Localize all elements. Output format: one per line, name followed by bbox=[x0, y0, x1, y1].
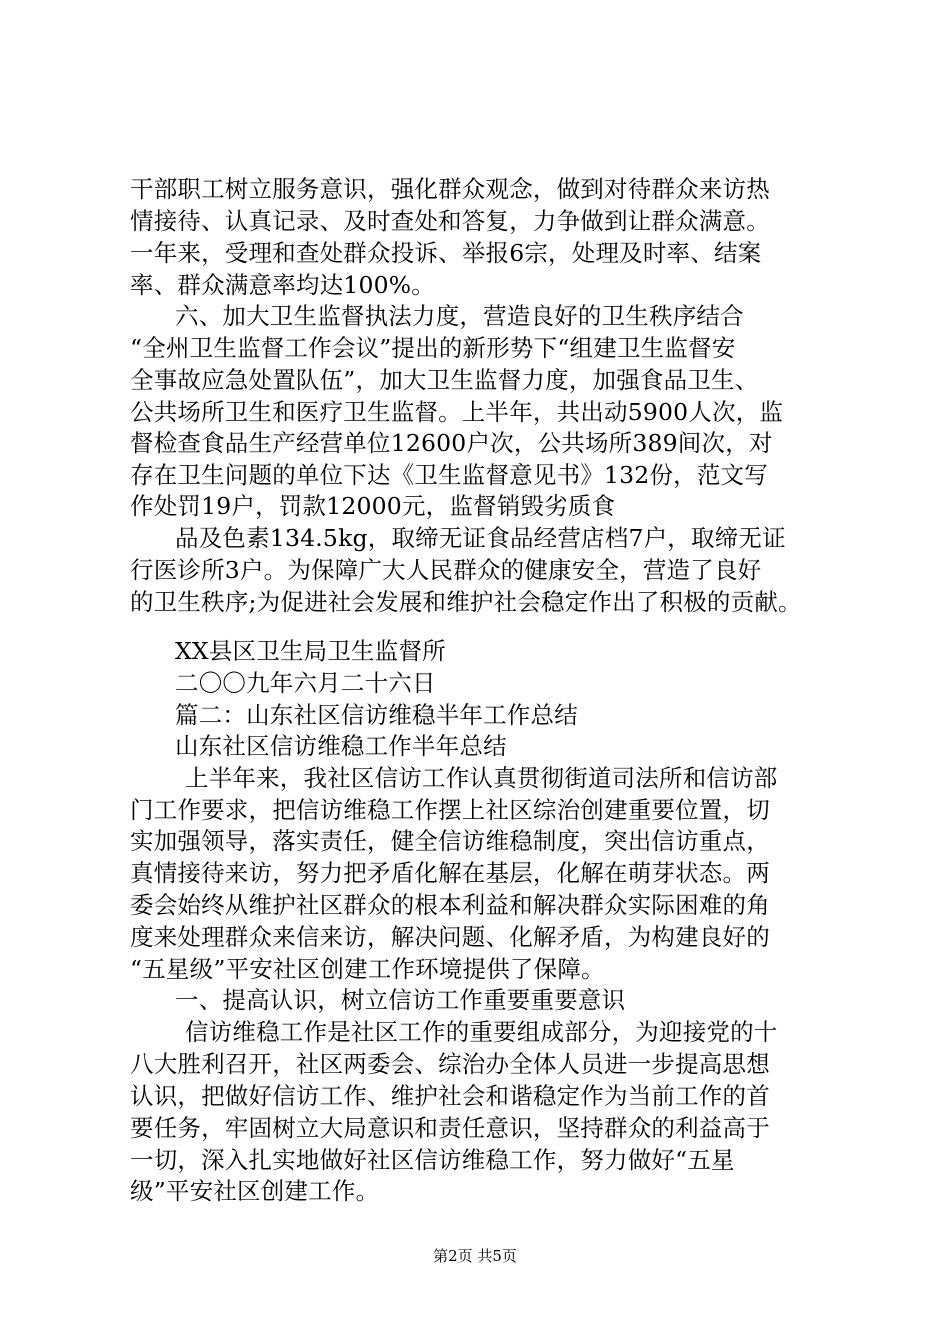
text-line: 公共场所卫生和医疗卫生监督。上半年，共出动5900人次，监 bbox=[130, 398, 784, 426]
text-line: 一年来，受理和查处群众投诉、举报6宗，处理及时率、结案 bbox=[130, 239, 762, 267]
text-line: 作处罚19户，罚款12000元，监督销毁劣质食 bbox=[130, 492, 616, 520]
text-line: “全州卫生监督工作会议”提出的新形势下“组建卫生监督安 bbox=[130, 334, 736, 362]
document-title: 山东社区信访维稳工作半年总结 bbox=[175, 732, 507, 760]
text-line: 督检查食品生产经营单位12600户次，公共场所389间次，对 bbox=[130, 429, 773, 457]
text-line: 度来处理群众来信来访，解决问题、化解矛盾，为构建良好的 bbox=[130, 923, 770, 951]
text-line: 率、群众满意率均达100%。 bbox=[130, 271, 435, 299]
text-line: 一切，深入扎实地做好社区信访维稳工作，努力做好“五星 bbox=[130, 1146, 735, 1174]
text-line: 信访维稳工作是社区工作的重要组成部分，为迎接党的十 bbox=[185, 1018, 778, 1046]
chapter-title: 篇二：山东社区信访维稳半年工作总结 bbox=[175, 701, 578, 729]
text-line: 情接待、认真记录、及时查处和答复，力争做到让群众满意。 bbox=[130, 207, 770, 235]
section-heading: 六、加大卫生监督执法力度，营造良好的卫生秩序结合 bbox=[175, 302, 744, 330]
text-line: 全事故应急处置队伍”，加大卫生监督力度，加强食品卫生、 bbox=[130, 366, 759, 394]
text-line: 认识，把做好信访工作、维护社会和谐稳定作为当前工作的首 bbox=[130, 1082, 770, 1110]
text-line: 行医诊所3户。为保障广大人民群众的健康安全，营造了良好 bbox=[130, 556, 762, 584]
text-line: 八大胜利召开，社区两委会、综治办全体人员进一步提高思想 bbox=[130, 1050, 770, 1078]
text-line: “五星级”平安社区创建工作环境提供了保障。 bbox=[130, 955, 605, 983]
text-line: 门工作要求，把信访维稳工作摆上社区综治创建重要位置，切 bbox=[130, 796, 770, 824]
text-line: 真情接待来访，努力把矛盾化解在基层，化解在萌芽状态。两 bbox=[130, 859, 770, 887]
text-line: 存在卫生问题的单位下达《卫生监督意见书》132份，范文写 bbox=[130, 461, 768, 489]
text-line: 级”平安社区创建工作。 bbox=[130, 1177, 380, 1205]
text-line: 干部职工树立服务意识，强化群众观念，做到对待群众来访热 bbox=[130, 175, 770, 203]
signature-date: 二〇〇九年六月二十六日 bbox=[175, 669, 436, 697]
signature-organization: XX县区卫生局卫生监督所 bbox=[175, 637, 446, 665]
text-line: 品及色素134.5kg，取缔无证食品经营店档7户，取缔无证 bbox=[175, 524, 786, 552]
section-heading: 一、提高认识，树立信访工作重要重要意识 bbox=[175, 986, 626, 1014]
text-line: 上半年来，我社区信访工作认真贯彻街道司法所和信访部 bbox=[185, 764, 778, 792]
text-line: 的卫生秩序;为促进社会发展和维护社会稳定作出了积极的贡献。 bbox=[130, 588, 802, 616]
page-number: 第2页 共5页 bbox=[433, 1247, 517, 1265]
text-line: 委会始终从维护社区群众的根本利益和解决群众实际困难的角 bbox=[130, 891, 770, 919]
text-line: 要任务，牢固树立大局意识和责任意识，坚持群众的利益高于 bbox=[130, 1114, 770, 1142]
text-line: 实加强领导，落实责任，健全信访维稳制度，突出信访重点， bbox=[130, 827, 770, 855]
